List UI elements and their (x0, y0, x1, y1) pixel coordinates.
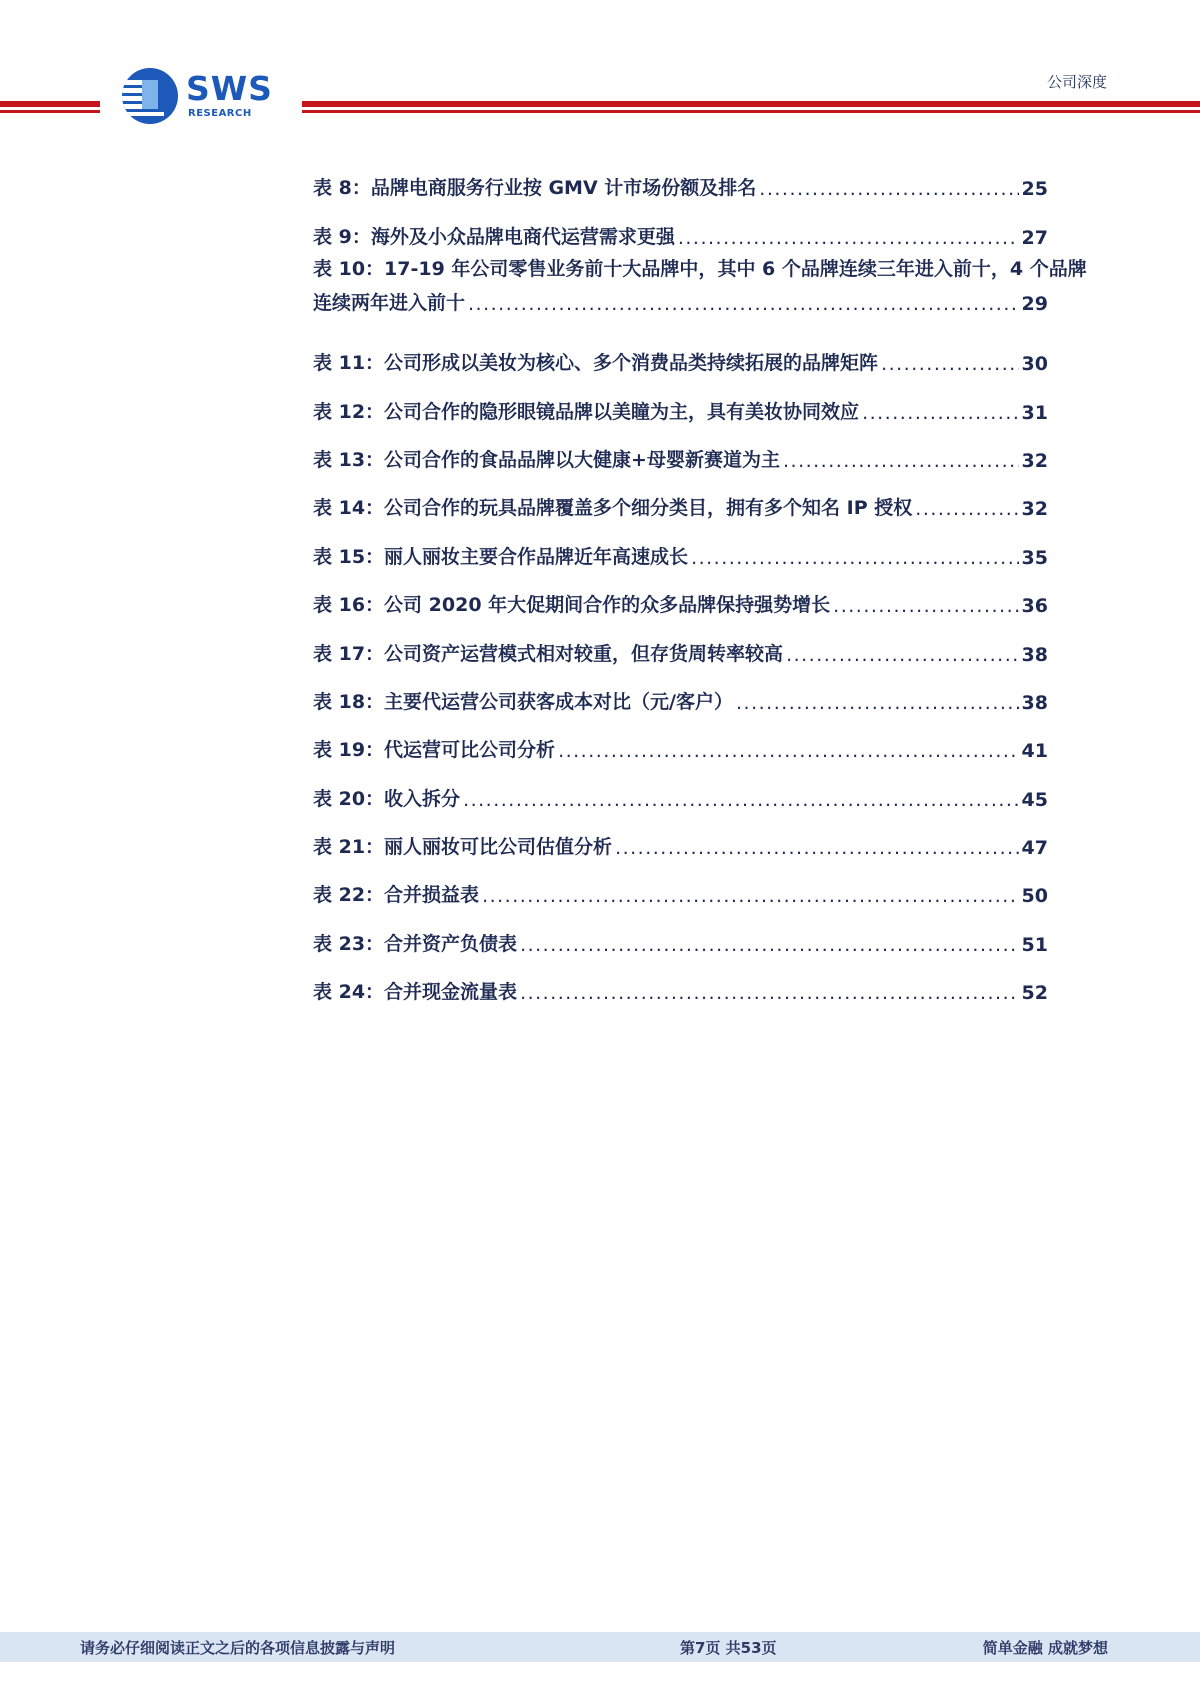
toc-entry-title: 表 17：公司资产运营模式相对较重，但存货周转率较高 (313, 642, 784, 665)
toc-entry-page: 32 (1021, 449, 1048, 472)
toc-entry[interactable] (313, 617, 1048, 665)
toc-leader-dots (862, 402, 1018, 424)
toc-leader-dots (520, 982, 1018, 1004)
toc-entry-page: 51 (1021, 933, 1048, 956)
toc-entry[interactable] (313, 472, 1048, 520)
toc-entry-page: 29 (1021, 292, 1048, 315)
toc-leader-dots (482, 885, 1018, 907)
toc-entry[interactable] (313, 907, 1048, 955)
sws-logo (120, 66, 280, 130)
toc-leader-dots (615, 837, 1018, 859)
toc-leader-dots (520, 934, 1018, 956)
toc-entry[interactable] (313, 956, 1048, 1004)
toc-entry-title: 表 11：公司形成以美妆为核心、多个消费品类持续拓展的品牌矩阵 (313, 352, 879, 375)
toc-entry-page: 52 (1021, 982, 1048, 1005)
toc-entry-page: 30 (1021, 353, 1048, 376)
toc-entry[interactable] (313, 714, 1048, 762)
toc-entry-title: 表 14：公司合作的玩具品牌覆盖多个细分类目，拥有多个知名 IP 授权 (313, 497, 913, 520)
toc-entry-page: 45 (1021, 788, 1048, 811)
toc-leader-dots (463, 789, 1018, 811)
toc-entry-title: 表 21：丽人丽妆可比公司估值分析 (313, 836, 613, 859)
report-type-label: 公司深度 (1046, 73, 1107, 91)
toc-leader-dots (759, 178, 1018, 200)
toc-entry-title: 表 24：合并现金流量表 (313, 981, 518, 1004)
toc-entry[interactable] (313, 424, 1048, 472)
logo-wordmark: SWS (186, 69, 273, 108)
toc-entry[interactable] (313, 200, 1048, 248)
toc-entry-title: 表 20：收入拆分 (313, 787, 461, 810)
toc-entry[interactable] (313, 327, 1048, 375)
toc-entry-page: 38 (1021, 643, 1048, 666)
toc-entry-title-line1: 表 10：17-19 年公司零售业务前十大品牌中，其中 6 个品牌连续三年进入前十，4 个品牌 (313, 257, 1087, 280)
toc-entry[interactable] (313, 569, 1048, 617)
toc-entry-page: 36 (1021, 595, 1048, 618)
toc-leader-dots (736, 692, 1019, 714)
toc-entry-title: 表 19：代运营可比公司分析 (313, 739, 556, 762)
toc-entry[interactable] (313, 152, 1048, 200)
toc-entry-title: 表 18：主要代运营公司获客成本对比（元/客户） (313, 690, 733, 713)
toc-leader-dots (915, 498, 1018, 520)
toc-entry-title: 表 9：海外及小众品牌电商代运营需求更强 (313, 225, 675, 248)
toc-entry-page: 27 (1021, 226, 1048, 249)
toc-entry-title: 表 22：合并损益表 (313, 884, 480, 907)
toc-entry-page: 47 (1021, 837, 1048, 860)
header-rule-right (302, 101, 1200, 114)
page-footer (0, 1632, 1200, 1662)
toc-entry-title: 连续两年进入前十 (313, 291, 466, 314)
sws-globe-icon (120, 66, 180, 126)
toc-entry[interactable] (313, 762, 1048, 810)
toc-entry[interactable] (313, 666, 1048, 714)
toc-entry-page: 31 (1021, 401, 1048, 424)
toc-entry-page: 38 (1021, 691, 1048, 714)
toc-entry-title: 表 23：合并资产负债表 (313, 932, 518, 955)
toc-entry-title: 表 15：丽人丽妆主要合作品牌近年高速成长 (313, 545, 689, 568)
toc-leader-dots (558, 740, 1018, 762)
toc-leader-dots (678, 227, 1019, 249)
toc-leader-dots (783, 450, 1019, 472)
footer-slogan: 简单金融 成就梦想 (982, 1639, 1108, 1657)
toc-leader-dots (691, 547, 1018, 569)
toc-entry-page: 25 (1021, 178, 1048, 201)
toc-leader-dots (468, 293, 1019, 315)
toc-entry-page: 41 (1021, 740, 1048, 763)
toc-leader-dots (786, 644, 1018, 666)
toc-entry[interactable] (313, 375, 1048, 423)
toc-entry[interactable] (313, 520, 1048, 568)
toc-leader-dots (833, 595, 1018, 617)
toc-entry-title: 表 13：公司合作的食品品牌以大健康+母婴新赛道为主 (313, 448, 780, 471)
toc-entry-title: 表 12：公司合作的隐形眼镜品牌以美瞳为主，具有美妆协同效应 (313, 400, 860, 423)
toc-entry-page: 50 (1021, 885, 1048, 908)
toc-list (313, 152, 1087, 1005)
toc-leader-dots (881, 353, 1018, 375)
toc-entry[interactable] (313, 249, 1087, 327)
footer-page-number: 第7页 共53页 (680, 1639, 777, 1657)
footer-disclaimer: 请务必仔细阅读正文之后的各项信息披露与声明 (80, 1639, 396, 1657)
header-rule-left (0, 101, 100, 114)
toc-entry[interactable] (313, 859, 1048, 907)
toc-entry-title: 表 16：公司 2020 年大促期间合作的众多品牌保持强势增长 (313, 594, 831, 617)
toc-entry[interactable] (313, 811, 1048, 859)
toc-entry-page: 35 (1021, 546, 1048, 569)
toc-entry-title: 表 8：品牌电商服务行业按 GMV 计市场份额及排名 (313, 177, 757, 200)
logo-subtitle: RESEARCH (188, 108, 252, 119)
toc-entry-page: 32 (1021, 498, 1048, 521)
